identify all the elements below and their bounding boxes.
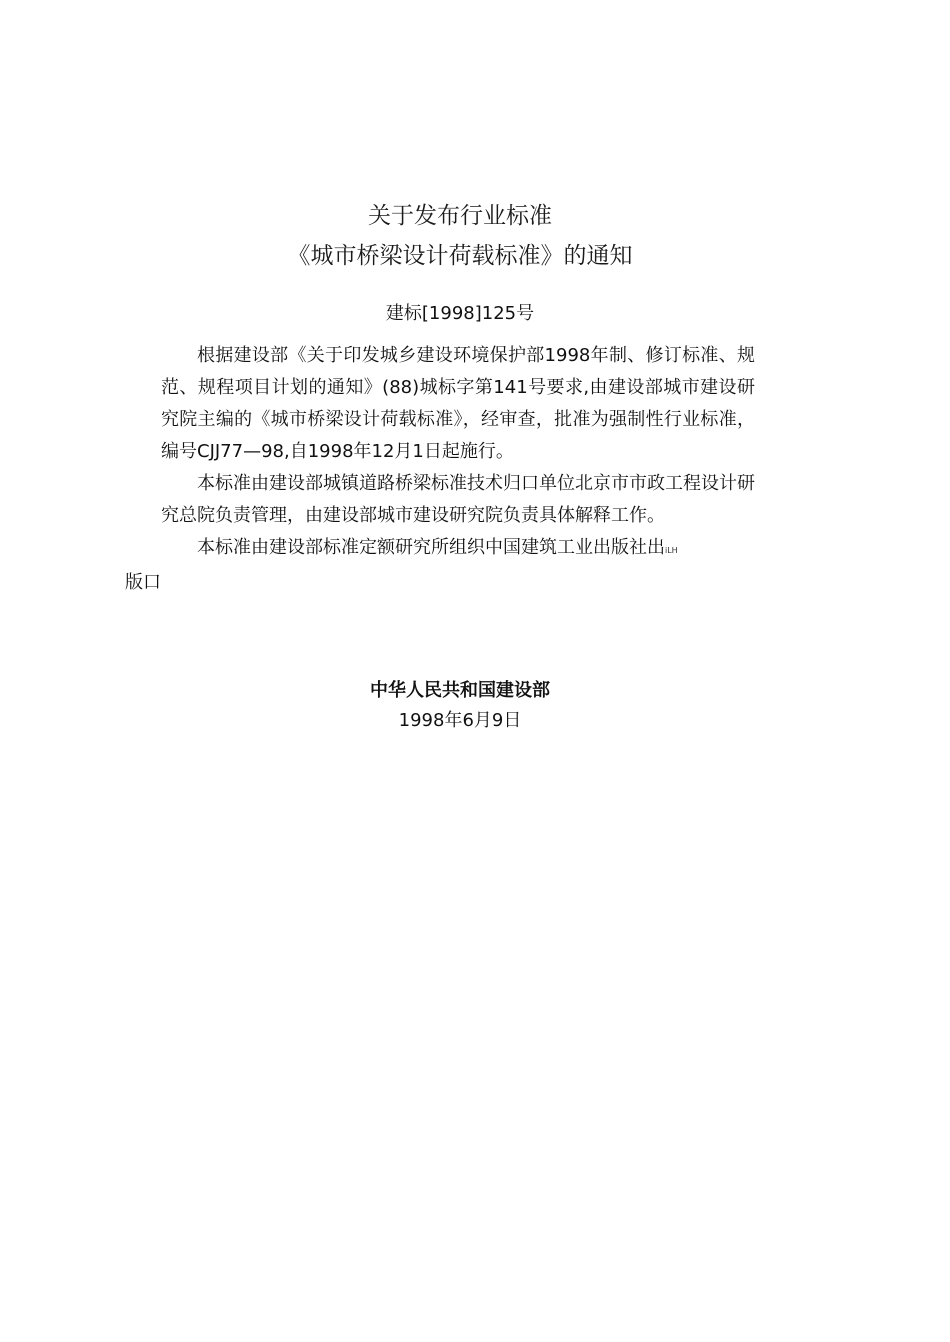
title-line-2: 《城市桥梁设计荷载标准》的通知: [287, 243, 633, 269]
document-number: 建标[1998]125号: [385, 303, 535, 324]
notice-title: [160, 196, 760, 276]
paragraph-3: [125, 532, 755, 599]
issue-date: 1998年6月9日: [398, 710, 522, 731]
paragraph-2: 本标准由建设部城镇道路桥梁标准技术归口单位北京市市政工程设计研究总院负责管理，由建设部城市建设研究院负责具体解释工作。: [161, 473, 755, 526]
ocr-artifact-mark: iLH: [665, 546, 678, 555]
paragraph-3-end: 版口: [125, 572, 161, 593]
paragraph-1: 根据建设部《关于印发城乡建设环境保护部1998年制、修订标准、规范、规程项目计划的通知》(88)城标字第141号要求,由建设部城市建设研究院主编的《城市桥梁设计荷载标准》，经审查，批准为强制性行业标准，编号CJJ77—98,自1998年12月1日起施行。: [161, 345, 755, 462]
issuing-organization: 中华人民共和国建设部: [370, 680, 550, 701]
signature-block: [160, 676, 760, 736]
paragraph-3-text: 本标准由建设部标准定额研究所组织中国建筑工业出版社出: [197, 537, 665, 558]
title-line-1: 关于发布行业标准: [368, 203, 552, 229]
notice-body: [125, 340, 755, 599]
